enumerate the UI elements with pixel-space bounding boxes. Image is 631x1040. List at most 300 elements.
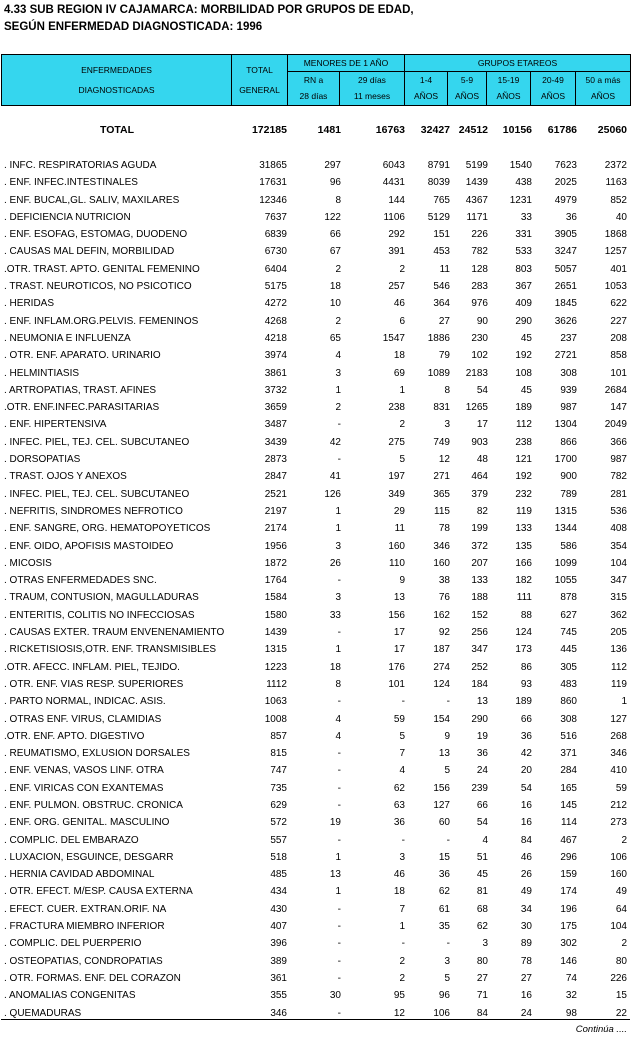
disease-name: . ENF. BUCAL,GL. SALIV, MAXILARES [4, 194, 180, 206]
total-label: TOTAL [100, 124, 135, 136]
cell-value: 3905 [554, 229, 577, 241]
cell-value: 622 [610, 298, 627, 310]
cell-value: 18 [329, 281, 341, 293]
disease-name: . DORSOPATIAS [4, 454, 81, 466]
cell-value: 36 [438, 869, 450, 881]
cell-value: 10 [329, 298, 341, 310]
cell-value: 2 [399, 419, 405, 431]
cell-value: 119 [516, 505, 532, 517]
table-row [0, 417, 631, 434]
cell-value: 283 [471, 281, 488, 293]
cell-value: 1439 [465, 177, 488, 189]
cell-value: 346 [270, 1007, 287, 1019]
cell-value: 74 [565, 972, 577, 984]
cell-value: - [446, 834, 450, 846]
disease-name: . TRAST. OJOS Y ANEXOS [4, 471, 127, 483]
cell-value: 362 [610, 609, 627, 621]
cell-value: 430 [270, 903, 287, 915]
cell-value: 65 [329, 332, 341, 344]
cell-value: 166 [515, 557, 532, 569]
cell-value: - [337, 419, 341, 431]
cell-value: 467 [560, 834, 577, 846]
cell-value: 409 [515, 298, 532, 310]
cell-value: 3861 [264, 367, 287, 379]
cell-value: 160 [388, 540, 405, 552]
cell-value: 346 [433, 540, 450, 552]
cell-value: 15 [438, 851, 450, 863]
cell-value: 629 [270, 799, 287, 811]
cell-value: 133 [515, 523, 532, 535]
cell-value: 3 [444, 955, 450, 967]
header-enfermedades: ENFERMEDADES DIAGNOSTICADAS [2, 55, 232, 106]
cell-value: - [446, 696, 450, 708]
cell-value: 364 [433, 298, 450, 310]
cell-value: 1956 [264, 540, 287, 552]
cell-value: 2847 [264, 471, 287, 483]
cell-value: 2 [399, 263, 405, 275]
cell-value: 205 [610, 627, 627, 639]
cell-value: - [337, 903, 341, 915]
disease-name: . ENF. ORG. GENITAL. MASCULINO [4, 817, 170, 829]
disease-name: . ENF. OIDO, APOFISIS MASTOIDEO [4, 540, 174, 552]
cell-value: 782 [471, 246, 488, 258]
cell-value: 8 [335, 194, 341, 206]
cell-value: 1886 [427, 332, 450, 344]
cell-value: 308 [560, 713, 577, 725]
cell-value: 33 [329, 609, 341, 621]
table-row [0, 469, 631, 486]
cell-value: 483 [560, 678, 577, 690]
cell-value: 86 [520, 661, 532, 673]
cell-value: 46 [393, 298, 405, 310]
header-g3-2: AÑOS [487, 89, 531, 106]
cell-value: 27 [438, 315, 450, 327]
table-row [0, 815, 631, 832]
cell-value: - [337, 696, 341, 708]
cell-value: 238 [515, 436, 532, 448]
cell-value: 4272 [264, 298, 287, 310]
disease-name: . ENF. SANGRE, ORG. HEMATOPOYETICOS [4, 523, 211, 535]
cell-value: 176 [388, 661, 405, 673]
cell-value: 7 [399, 903, 405, 915]
table-row [0, 227, 631, 244]
cell-value: 252 [471, 661, 488, 673]
header-g1: 1-4 [405, 72, 448, 89]
cell-value: 62 [438, 886, 450, 898]
cell-value: 407 [270, 921, 287, 933]
cell-value: 152 [471, 609, 488, 621]
cell-value: 308 [560, 367, 577, 379]
disease-name: . ENF. VENAS, VASOS LINF. OTRA [4, 765, 164, 777]
table-row [0, 556, 631, 573]
disease-name: . TRAST. NEUROTICOS, NO PSICOTICO [4, 281, 192, 293]
table-header [1, 54, 631, 106]
cell-value: 187 [433, 644, 450, 656]
cell-value: 434 [270, 886, 287, 898]
cell-value: 586 [560, 540, 577, 552]
cell-value: - [337, 575, 341, 587]
cell-value: 1 [335, 644, 341, 656]
cell-value: - [401, 696, 405, 708]
cell-value: 815 [270, 748, 287, 760]
table-row [0, 694, 631, 711]
cell-value: 2183 [465, 367, 488, 379]
cell-value: 184 [471, 678, 488, 690]
cell-value: 51 [476, 851, 488, 863]
cell-value: 315 [610, 592, 627, 604]
header-g5-2: AÑOS [576, 89, 631, 106]
cell-value: 302 [560, 938, 577, 950]
cell-value: 17 [393, 644, 405, 656]
disease-name: . OTRAS ENF. VIRUS, CLAMIDIAS [4, 713, 162, 725]
cell-value: 401 [610, 263, 627, 275]
cell-value: 745 [560, 627, 577, 639]
disease-name: . OSTEOPATIAS, CONDROPATIAS [4, 955, 163, 967]
cell-value: 3 [335, 592, 341, 604]
title-line-2: SEGÚN ENFERMEDAD DIAGNOSTICADA: 1996 [4, 21, 263, 33]
cell-value: 63 [393, 799, 405, 811]
cell-value: 1547 [382, 332, 405, 344]
cell-value: 3247 [554, 246, 577, 258]
cell-value: 4218 [264, 332, 287, 344]
disease-name: .OTR. TRAST. APTO. GENITAL FEMENINO [4, 263, 200, 275]
cell-value: 1 [335, 505, 341, 517]
cell-value: 32 [565, 990, 577, 1002]
cell-value: 96 [329, 177, 341, 189]
cell-value: 89 [520, 938, 532, 950]
cell-value: 79 [438, 350, 450, 362]
cell-value: 59 [615, 782, 627, 794]
cell-value: 17 [476, 419, 488, 431]
cell-value: 108 [515, 367, 532, 379]
cell-value: 42 [329, 436, 341, 448]
cell-value: 26 [329, 557, 341, 569]
table-row [0, 712, 631, 729]
cell-value: 379 [471, 488, 488, 500]
cell-value: 237 [560, 332, 577, 344]
cell-value: 271 [433, 471, 450, 483]
cell-value: 27 [520, 972, 532, 984]
cell-value: 64 [615, 903, 627, 915]
cell-value: 900 [560, 471, 577, 483]
cell-value: 5129 [427, 211, 450, 223]
cell-value: 4 [399, 765, 405, 777]
cell-value: 1099 [554, 557, 577, 569]
cell-value: 3 [444, 419, 450, 431]
cell-value: 71 [476, 990, 488, 1002]
cell-value: 160 [433, 557, 450, 569]
cell-value: 11 [439, 263, 450, 275]
disease-name: . TRAUM, CONTUSION, MAGULLADURAS [4, 592, 199, 604]
cell-value: 66 [520, 713, 532, 725]
table-row [0, 867, 631, 884]
cell-value: 16 [520, 990, 532, 1002]
cell-value: 297 [324, 160, 341, 171]
disease-name: . DEFICIENCIA NUTRICION [4, 211, 131, 223]
cell-value: 13 [393, 592, 405, 604]
cell-value: 156 [433, 782, 450, 794]
cell-value: 6839 [264, 229, 287, 241]
total-value: 172185 [251, 124, 287, 136]
cell-value: 119 [611, 678, 627, 690]
cell-value: 122 [324, 211, 341, 223]
cell-value: 82 [476, 505, 488, 517]
cell-value: 2 [621, 834, 627, 846]
cell-value: 305 [560, 661, 577, 673]
total-value: 32427 [420, 124, 450, 136]
cell-value: 257 [388, 281, 405, 293]
cell-value: 35 [438, 921, 450, 933]
cell-value: 212 [610, 799, 627, 811]
cell-value: 22 [615, 1007, 627, 1019]
cell-value: 3 [399, 851, 405, 863]
cell-value: 9 [444, 730, 450, 742]
cell-value: 1257 [604, 246, 627, 258]
cell-value: 5 [444, 972, 450, 984]
cell-value: 1304 [554, 419, 577, 431]
cell-value: 182 [515, 575, 532, 587]
disease-name: . ENF. VIRICAS CON EXANTEMAS [4, 782, 164, 794]
cell-value: 572 [270, 817, 287, 829]
cell-value: 2651 [554, 281, 577, 293]
cell-value: 6404 [264, 263, 287, 275]
cell-value: - [337, 799, 341, 811]
cell-value: 49 [615, 886, 627, 898]
cell-value: 4268 [264, 315, 287, 327]
table-row [0, 348, 631, 365]
cell-value: 331 [515, 229, 532, 241]
cell-value: 12346 [259, 194, 287, 206]
disease-name: . NEFRITIS, SINDROMES NEFROTICO [4, 505, 183, 517]
cell-value: 1 [399, 384, 405, 396]
cell-value: 30 [329, 990, 341, 1002]
cell-value: 1439 [264, 627, 287, 639]
cell-value: - [337, 938, 341, 950]
cell-value: 1008 [264, 713, 287, 725]
cell-value: - [337, 627, 341, 639]
cell-value: 33 [520, 211, 532, 223]
header-g2-2: AÑOS [448, 89, 487, 106]
disease-name: . CAUSAS MAL DEFIN, MORBILIDAD [4, 246, 175, 258]
cell-value: 3 [482, 938, 488, 950]
disease-name: . ENTERITIS, COLITIS NO INFECCIOSAS [4, 609, 195, 621]
cell-value: 11 [394, 523, 405, 535]
cell-value: 281 [610, 488, 627, 500]
cell-value: 349 [388, 488, 405, 500]
cell-value: 29 [393, 505, 405, 517]
cell-value: 1 [399, 921, 405, 933]
cell-value: 749 [433, 436, 450, 448]
total-value: 10156 [502, 124, 532, 136]
cell-value: 273 [610, 817, 627, 829]
table-row [0, 193, 631, 210]
cell-value: 128 [471, 263, 488, 275]
cell-value: 59 [393, 713, 405, 725]
header-g3: 15-19 [487, 72, 531, 89]
cell-value: 765 [433, 194, 450, 206]
cell-value: 1089 [427, 367, 450, 379]
cell-value: 7637 [264, 211, 287, 223]
cell-value: 165 [560, 782, 577, 794]
cell-value: 2 [399, 955, 405, 967]
cell-value: 2 [335, 315, 341, 327]
cell-value: 54 [520, 782, 532, 794]
cell-value: 1 [621, 696, 627, 708]
cell-value: 860 [560, 696, 577, 708]
table-row [0, 383, 631, 400]
title-line-1: 4.33 SUB REGION IV CAJAMARCA: MORBILIDAD POR GRUPOS DE EDAD, [4, 4, 414, 16]
cell-value: 40 [615, 211, 627, 223]
cell-value: 290 [471, 713, 488, 725]
disease-name: .OTR. ENF. APTO. DIGESTIVO [4, 730, 145, 742]
table-row [0, 366, 631, 383]
cell-value: 410 [610, 765, 627, 777]
cell-value: 5 [399, 454, 405, 466]
disease-name: . EFECT. CUER. EXTRAN.ORIF. NA [4, 903, 167, 915]
cell-value: 12 [393, 1007, 405, 1019]
disease-name: . NEUMONIA E INFLUENZA [4, 332, 131, 344]
header-grupos: GRUPOS ETAREOS [405, 55, 631, 72]
cell-value: 16 [520, 817, 532, 829]
cell-value: 6043 [382, 160, 405, 171]
cell-value: 371 [560, 748, 577, 760]
cell-value: 81 [476, 886, 488, 898]
cell-value: - [401, 938, 405, 950]
disease-name: . COMPLIC. DEL PUERPERIO [4, 938, 142, 950]
header-menores: MENORES DE 1 AÑO [288, 55, 405, 72]
cell-value: 19 [329, 817, 341, 829]
disease-name: . COMPLIC. DEL EMBARAZO [4, 834, 139, 846]
cell-value: 296 [560, 851, 577, 863]
continua-note: Continúa .... [575, 1024, 627, 1035]
cell-value: 36 [520, 730, 532, 742]
table-row [0, 763, 631, 780]
cell-value: 16 [520, 799, 532, 811]
disease-name: . ENF. PULMON. OBSTRUC. CRONICA [4, 799, 183, 811]
cell-value: 101 [610, 367, 627, 379]
cell-value: 66 [476, 799, 488, 811]
disease-name: . ARTROPATIAS, TRAST. AFINES [4, 384, 157, 396]
table-row [0, 833, 631, 850]
cell-value: 5175 [264, 281, 287, 293]
cell-value: 5 [444, 765, 450, 777]
cell-value: 8039 [427, 177, 450, 189]
cell-value: 2721 [554, 350, 577, 362]
table-row [0, 936, 631, 953]
cell-value: 831 [433, 402, 450, 414]
cell-value: 464 [471, 471, 488, 483]
cell-value: 4 [335, 350, 341, 362]
cell-value: 878 [560, 592, 577, 604]
table-row [0, 850, 631, 867]
cell-value: 46 [520, 851, 532, 863]
cell-value: 485 [270, 869, 287, 881]
cell-value: 2372 [604, 160, 627, 171]
cell-value: 96 [438, 990, 450, 1002]
disease-name: . HERIDAS [4, 298, 55, 310]
cell-value: - [337, 1007, 341, 1019]
table-row [0, 884, 631, 901]
cell-value: 1584 [264, 592, 287, 604]
cell-value: 88 [520, 609, 532, 621]
cell-value: 189 [515, 696, 532, 708]
cell-value: 93 [520, 678, 532, 690]
cell-value: 852 [610, 194, 627, 206]
disease-name: . INFEC. PIEL, TEJ. CEL. SUBCUTANEO [4, 488, 190, 500]
cell-value: 9 [399, 575, 405, 587]
cell-value: 19 [476, 730, 488, 742]
cell-value: 256 [471, 627, 488, 639]
table-row [0, 210, 631, 227]
cell-value: 1868 [604, 229, 627, 241]
cell-value: 2174 [264, 523, 287, 535]
cell-value: 226 [471, 229, 488, 241]
cell-value: 124 [515, 627, 532, 639]
cell-value: 126 [324, 488, 341, 500]
header-g1-2: AÑOS [405, 89, 448, 106]
cell-value: 3659 [264, 402, 287, 414]
header-g5: 50 a más [576, 72, 631, 89]
table-row [0, 244, 631, 261]
disease-name: . INFC. RESPIRATORIAS AGUDA [4, 160, 157, 171]
cell-value: 62 [393, 782, 405, 794]
table-row [0, 902, 631, 919]
cell-value: 1580 [264, 609, 287, 621]
cell-value: 747 [270, 765, 287, 777]
cell-value: 54 [476, 384, 488, 396]
cell-value: 365 [433, 488, 450, 500]
cell-value: 735 [270, 782, 287, 794]
cell-value: 46 [393, 869, 405, 881]
table-row [0, 954, 631, 971]
cell-value: 192 [515, 350, 532, 362]
cell-value: 347 [471, 644, 488, 656]
cell-value: 1 [335, 886, 341, 898]
header-total-general: TOTAL GENERAL [232, 55, 288, 106]
cell-value: 3 [335, 367, 341, 379]
cell-value: 17631 [259, 177, 287, 189]
cell-value: - [337, 834, 341, 846]
cell-value: 5057 [554, 263, 577, 275]
cell-value: 453 [433, 246, 450, 258]
cell-value: 4979 [554, 194, 577, 206]
table-row [0, 590, 631, 607]
cell-value: 2 [335, 402, 341, 414]
cell-value: 858 [610, 350, 627, 362]
cell-value: 866 [560, 436, 577, 448]
cell-value: 98 [565, 1007, 577, 1019]
cell-value: 135 [515, 540, 532, 552]
cell-value: 4 [335, 713, 341, 725]
cell-value: 189 [515, 402, 532, 414]
cell-value: 1112 [266, 678, 287, 690]
cell-value: 173 [515, 644, 532, 656]
cell-value: - [401, 834, 405, 846]
cell-value: 1315 [554, 505, 577, 517]
cell-value: 26 [520, 869, 532, 881]
cell-value: 3487 [264, 419, 287, 431]
cell-value: 127 [433, 799, 450, 811]
cell-value: 1106 [383, 211, 405, 223]
table-row [0, 746, 631, 763]
cell-value: 6 [399, 315, 405, 327]
disease-name: . HERNIA CAVIDAD ABDOMINAL [4, 869, 155, 881]
cell-value: 1700 [554, 454, 577, 466]
cell-value: 62 [476, 921, 488, 933]
cell-value: 41 [329, 471, 341, 483]
cell-value: 976 [471, 298, 488, 310]
cell-value: 1063 [264, 696, 287, 708]
